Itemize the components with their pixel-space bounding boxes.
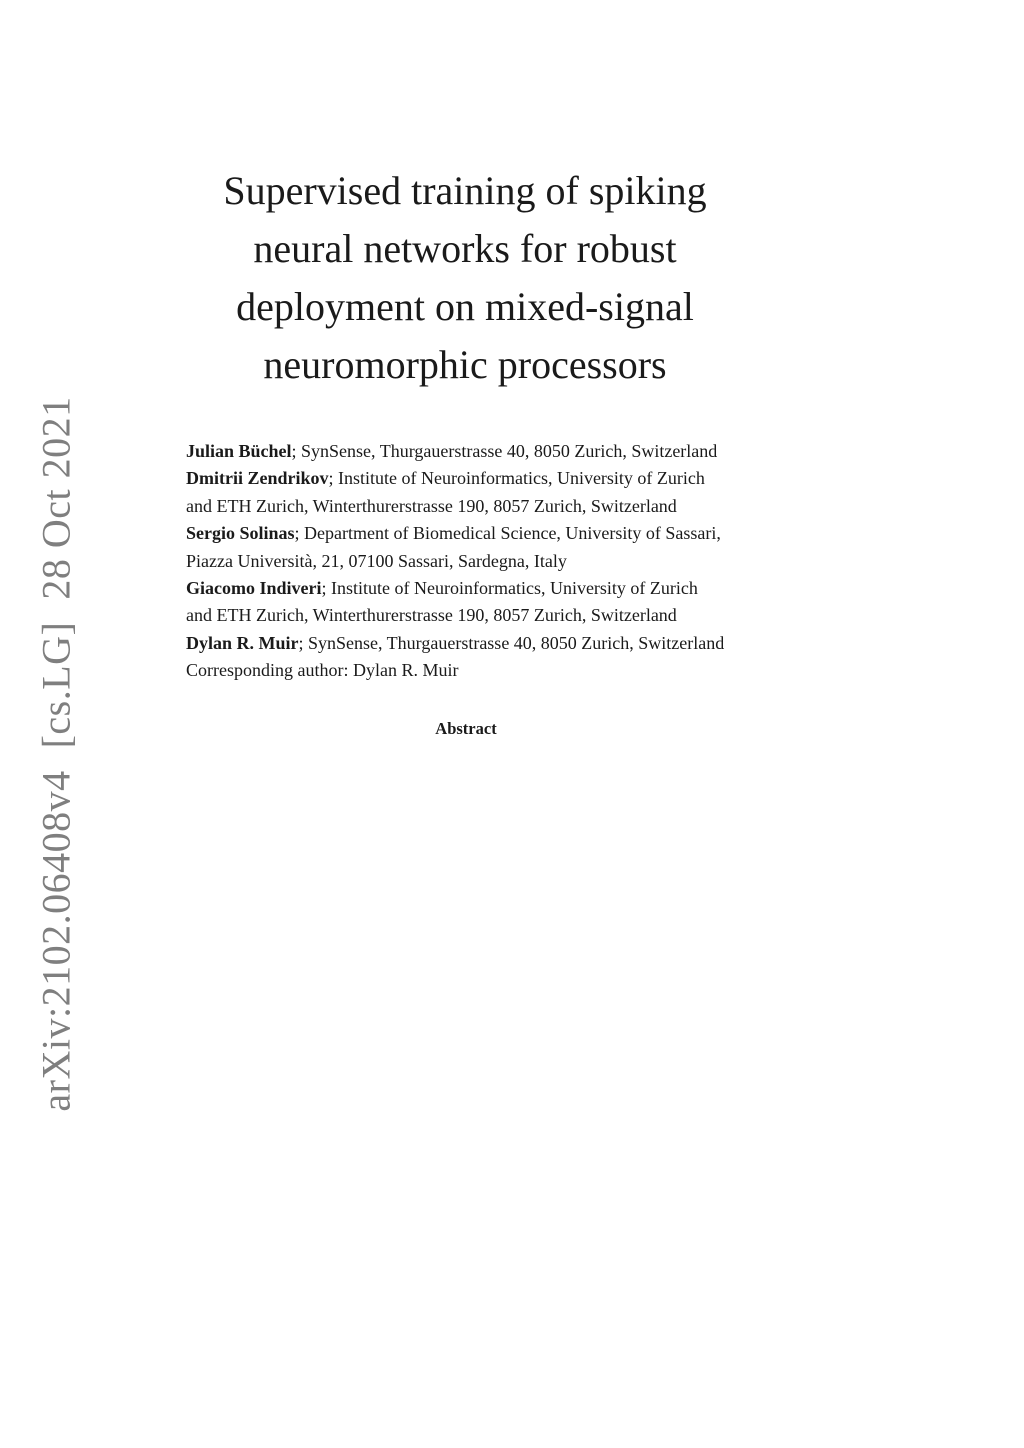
author-affiliation-continuation: Piazza Università, 21, 07100 Sassari, Sardegna, Italy — [186, 550, 567, 571]
author-name: Giacomo Indiveri — [186, 578, 322, 599]
author-name: Dmitrii Zendrikov — [186, 468, 329, 489]
author-entry — [186, 438, 766, 465]
author-affiliation: ; Institute of Neuroinformatics, University of Zurich — [328, 468, 705, 489]
abstract-heading: Abstract — [435, 719, 497, 738]
author-name: Julian Büchel — [186, 441, 292, 461]
arxiv-identifier-stamp — [33, 396, 80, 1111]
paper-title — [170, 162, 760, 394]
author-affiliation: ; Institute of Neuroinformatics, University of Zurich — [321, 578, 698, 599]
author-affiliation: ; SynSense, Thurgauerstrasse 40, 8050 Zurich, Switzerland — [298, 632, 725, 653]
author-entry — [186, 575, 766, 602]
arxiv-date: 28 Oct 2021 — [33, 396, 79, 600]
title-line: deployment on mixed-signal — [236, 284, 694, 329]
author-list — [186, 438, 766, 685]
title-line: neural networks for robust — [253, 226, 677, 271]
author-affiliation: ; Department of Biomedical Science, University of Sassari, — [294, 523, 721, 544]
title-line: Supervised training of spiking — [223, 168, 707, 213]
arxiv-category: [cs.LG] — [33, 621, 79, 749]
title-line: neuromorphic processors — [263, 342, 667, 387]
author-entry — [186, 520, 766, 547]
author-affiliation-continuation: and ETH Zurich, Winterthurerstrasse 190, 8057 Zurich, Switzerland — [186, 495, 677, 516]
author-entry — [186, 630, 766, 657]
author-affiliation-continuation: and ETH Zurich, Winterthurerstrasse 190, 8057 Zurich, Switzerland — [186, 605, 677, 626]
corresponding-author: Corresponding author: Dylan R. Muir — [186, 660, 459, 681]
author-entry — [186, 465, 766, 492]
author-name: Sergio Solinas — [186, 523, 295, 544]
author-affiliation: ; SynSense, Thurgauerstrasse 40, 8050 Zurich, Switzerland — [291, 441, 718, 461]
author-name: Dylan R. Muir — [186, 632, 299, 653]
arxiv-id: arXiv:2102.06408v4 — [33, 770, 79, 1112]
